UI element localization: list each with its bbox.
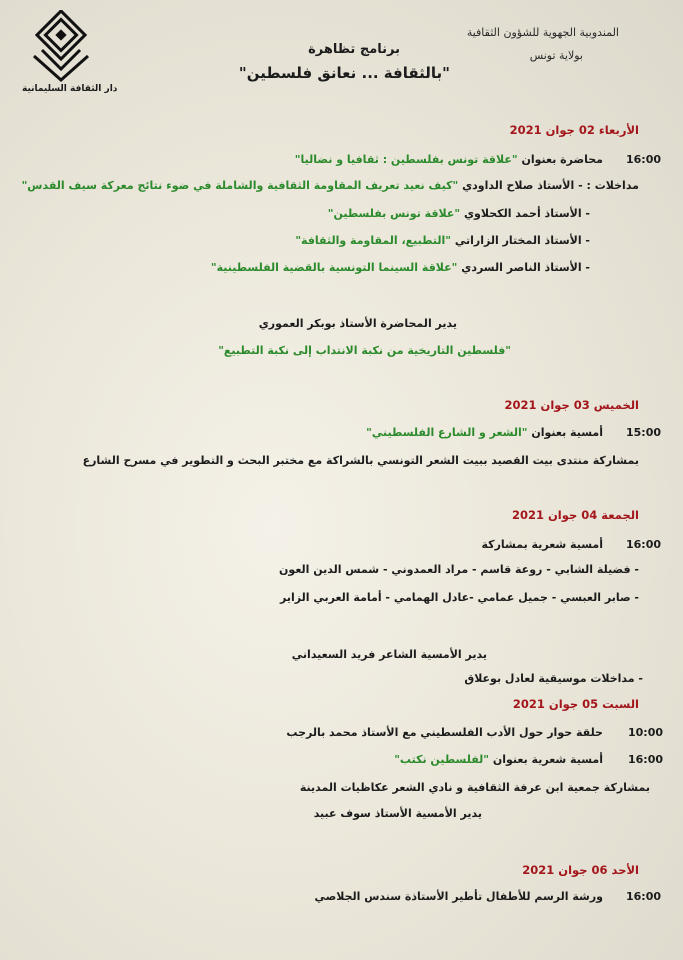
- music-line: - مداخلات موسيقية لعادل بوعلاق: [464, 672, 643, 685]
- item-title: "علاقة تونس بفلسطين": [327, 207, 461, 220]
- item-title: "الشعر و الشارع الفلسطيني": [366, 426, 528, 439]
- list-item: [328, 207, 590, 220]
- item-time: 16:00: [626, 538, 662, 551]
- moderator-line: يدير الأمسية الأستاذ سوف عبيد: [313, 807, 482, 820]
- lecture-subtitle: "فلسطين التاريخية من نكبة الانتداب إلى نكبة التطبيع": [218, 344, 511, 357]
- item-text: مداخلات : - الأستاذ صلاح الداودي: [462, 179, 639, 192]
- kufic-logo-icon: [22, 10, 100, 82]
- day-date: الخميس 03 جوان 2021: [504, 398, 639, 412]
- item-title: "التطبيع، المقاومة والثقافة": [295, 234, 452, 247]
- program-label: برنامج تظاهرة: [308, 42, 400, 57]
- day-date: السبت 05 جوان 2021: [512, 697, 639, 711]
- day-date: الجمعة 04 جوان 2021: [511, 508, 639, 522]
- moderator-line: يدير الأمسية الشاعر فريد السعيداني: [291, 648, 487, 661]
- poets-line: - فضيلة الشابي - روعة قاسم - مراد العمدوني - شمس الدين العون: [279, 563, 639, 576]
- item-text: - الأستاذ أحمد الكحلاوي: [463, 207, 590, 220]
- participation-line: بمشاركة جمعية ابن عرفة الثقافية و نادي الشعر عكاظيات المدينة: [299, 781, 650, 794]
- item-text: أمسية شعرية بعنوان: [492, 753, 603, 766]
- event-title: "بالثقافة ... نعانق فلسطين": [238, 64, 450, 82]
- item-text: - الأستاذ المختار الزاراتي: [454, 234, 590, 247]
- org-line-1: المندوبية الجهوية للشؤون الثقافية: [466, 26, 619, 39]
- item-text: - الأستاذ الناصر السردي: [461, 261, 590, 274]
- participation-line: بمشاركة منتدى بيت القصيد ببيت الشعر التونسي بالشراكة مع مختبر البحث و التطوير في مسرح الشارع: [82, 454, 639, 467]
- item-time: 16:00: [628, 753, 664, 766]
- item-title: "كيف نعيد تعريف المقاومة الثقافية والشاملة في ضوء نتائج معركة سيف القدس": [21, 179, 459, 192]
- moderator-line: يدير المحاضرة الأستاذ بوبكر العموري: [258, 317, 457, 330]
- poets-line: - صابر العبسي - جميل عمامي -عادل الهمامي - أمامة العربي الزاير: [280, 591, 639, 604]
- item-time: 16:00: [626, 890, 662, 903]
- org-line-2: بولاية تونس: [529, 49, 583, 62]
- item-time: 10:00: [628, 726, 664, 739]
- list-item: [22, 179, 639, 192]
- list-item: [366, 426, 603, 439]
- item-text: محاضرة بعنوان: [521, 153, 603, 166]
- list-item: حلقة حوار حول الأدب الفلسطيني مع الأستاذ محمد بالرجب: [286, 726, 603, 739]
- item-title: "علاقة تونس بفلسطين : ثقافيا و نضاليا": [294, 153, 518, 166]
- list-item: [394, 753, 603, 766]
- list-item: أمسية شعرية بمشاركة: [481, 538, 603, 551]
- item-time: 15:00: [626, 426, 662, 439]
- list-item: [295, 234, 590, 247]
- list-item: ورشة الرسم للأطفال تأطير الأستاذة سندس الجلاصي: [314, 890, 603, 903]
- list-item: [295, 153, 603, 166]
- item-title: "علاقة السينما التونسية بالقضية الفلسطينية": [210, 261, 458, 274]
- day-date: الأحد 06 جوان 2021: [522, 863, 639, 877]
- list-item: [211, 261, 590, 274]
- item-time: 16:00: [626, 153, 662, 166]
- logo-caption: دار الثقافة السليمانية: [22, 84, 118, 94]
- item-title: "لفلسطين نكتب": [394, 753, 489, 766]
- day-date: الأربعاء 02 جوان 2021: [509, 123, 639, 137]
- item-text: أمسية بعنوان: [531, 426, 603, 439]
